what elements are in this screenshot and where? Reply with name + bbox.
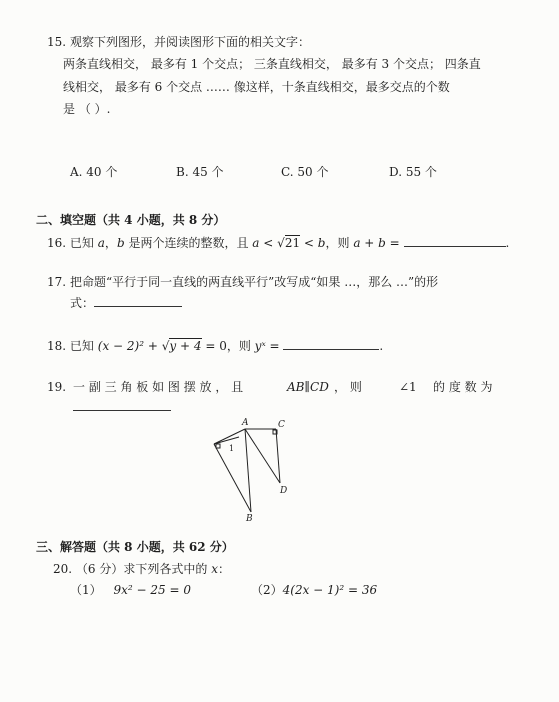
label-b: B: [246, 514, 253, 524]
triangle-figure: [200, 415, 300, 525]
q20-p2-label: （2）: [251, 583, 283, 597]
line-left-top: [214, 429, 245, 444]
q20-number: 20.: [53, 562, 73, 576]
q16-comma: ，: [104, 236, 117, 250]
sqrt-sign-icon: √: [161, 339, 170, 353]
q20-p2-expr: 4(2x − 1)² = 36: [282, 583, 378, 597]
q17-line2-wrap: [70, 295, 182, 311]
line-left-hyp: [214, 444, 251, 512]
q18-answer-blank[interactable]: [283, 338, 379, 350]
label-angle-1: 1: [229, 444, 235, 453]
q18-text-a: 已知: [69, 339, 94, 353]
q20-part1: [70, 582, 191, 598]
q19-angle: ∠1: [399, 380, 417, 394]
q18-radicand: y + 4: [169, 339, 202, 353]
q17-number: 17.: [47, 275, 67, 289]
q16-radicand: 21: [284, 236, 301, 250]
line-cd: [276, 429, 280, 483]
label-d: D: [280, 486, 288, 496]
q16-text-a: 已知: [69, 236, 94, 250]
q19-text-b: ， 则: [334, 380, 362, 394]
q18-end: .: [379, 339, 384, 353]
q16-var-b: b: [116, 236, 125, 250]
q16-answer-blank[interactable]: [404, 235, 506, 247]
q16-text-b: 是两个连续的整数，且: [128, 236, 249, 250]
q18-expr-c: yˣ =: [254, 339, 280, 353]
q20-part2: [251, 582, 377, 598]
q15-option-c: C. 50 个: [281, 165, 329, 179]
q20-line: [53, 561, 230, 577]
q16-expr: a + b =: [353, 236, 400, 250]
q16-ineq-b: < b: [303, 236, 326, 250]
q19-line1: 一 副 三 角 板 如 图 摆 放 ， 且: [73, 380, 244, 394]
q18-number: 18.: [47, 339, 67, 353]
q19-ab-cd: AB∥CD: [287, 380, 329, 394]
q15-number: 15.: [47, 35, 67, 49]
q20-intro: （6 分）求下列各式中的: [75, 562, 208, 576]
q15-option-b: B. 45 个: [176, 165, 224, 179]
q20-p1-expr: 9x² − 25 = 0: [113, 583, 191, 597]
q15-option-a: A. 40 个: [70, 165, 118, 179]
q16-end: .: [505, 236, 510, 250]
q18-expr-b: = 0，则: [205, 339, 251, 353]
label-a: A: [242, 418, 249, 428]
line-ab: [245, 429, 251, 512]
right-angle-mark-left: [216, 444, 220, 448]
q16-var-a: a: [97, 236, 105, 250]
q20-p1-label: （1）: [70, 583, 102, 597]
q16-ineq-a: a <: [252, 236, 274, 250]
q18-expr-a: (x − 2)² +: [97, 339, 158, 353]
q15-line2: 两条直线相交， 最多有 1 个交点； 三条直线相交， 最多有 3 个交点； 四条直: [63, 57, 481, 71]
q17-answer-blank[interactable]: [94, 295, 182, 307]
q15-line4: 是 （ ）.: [63, 102, 111, 116]
q20-var: x: [211, 562, 218, 576]
label-c: C: [278, 420, 285, 430]
q19-number: 19.: [47, 380, 67, 394]
q16-line: [47, 235, 509, 251]
q15-option-d: D. 55 个: [389, 165, 437, 179]
q20-colon: ：: [217, 562, 230, 576]
q19-answer-blank[interactable]: [73, 399, 171, 411]
section2-title: 二、填空题（共 4 小题，共 8 分）: [36, 213, 226, 227]
q16-text-c: ，则: [325, 236, 350, 250]
q15-line3: 线相交， 最多有 6 个交点 …… 像这样，十条直线相交，最多交点的个数: [63, 80, 450, 94]
q15-line1: 观察下列图形，并阅读图形下面的相关文字：: [70, 35, 311, 49]
q16-number: 16.: [47, 236, 67, 250]
q17-line1: 把命题“平行于同一直线的两直线平行”改写成“如果 …，那么 …”的形: [70, 275, 439, 289]
section3-title: 三、解答题（共 8 小题，共 62 分）: [36, 540, 234, 554]
sqrt-sign-icon: √: [277, 236, 285, 250]
line-ad: [245, 429, 280, 483]
q19-text-c: 的 度 数 为: [433, 380, 493, 394]
q17-line2: 式：: [70, 296, 95, 310]
q18-line: [47, 338, 383, 354]
